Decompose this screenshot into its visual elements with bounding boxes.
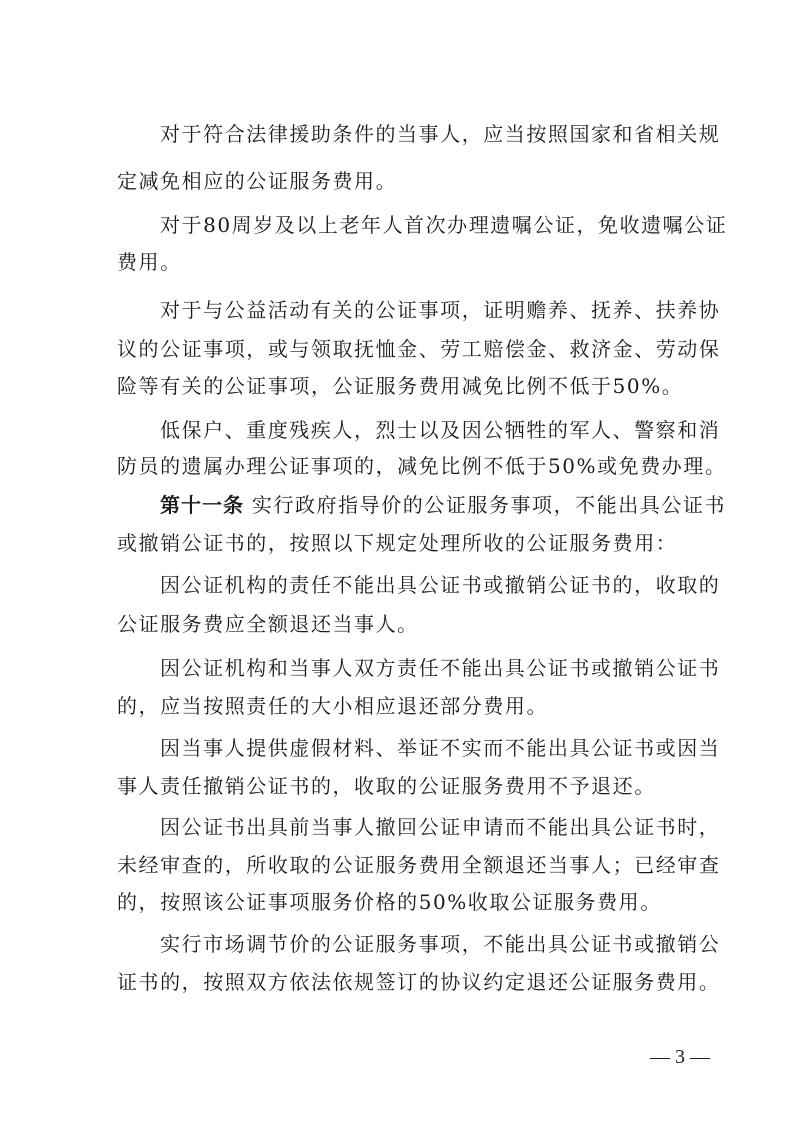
page-number: — 3 — [650, 1046, 710, 1068]
paragraph-6-line-2: 公证服务费应全额退还当事人。 [117, 612, 419, 636]
paragraph-7-line-2: 的，应当按照责任的大小相应退还部分费用。 [117, 694, 548, 718]
paragraph-2-line-1: 对于80周岁及以上老年人首次办理遗嘱公证，免收遗嘱公证 [160, 213, 728, 237]
paragraph-3-line-2: 议的公证事项，或与领取抚恤金、劳工赔偿金、救济金、劳动保 [117, 337, 721, 361]
paragraph-1-line-2: 定减免相应的公证服务费用。 [117, 169, 398, 193]
article-11-text: 实行政府指导价的公证服务事项，不能出具公证书 [244, 493, 727, 517]
paragraph-4-line-1: 低保户、重度残疾人，烈士以及因公牺牲的军人、警察和消 [160, 418, 721, 442]
paragraph-9-line-2: 未经审查的，所收取的公证服务费用全额退还当事人；已经审查 [117, 853, 721, 877]
paragraph-4-line-2: 防员的遗属办理公证事项的，减免比例不低于50%或免费办理。 [117, 454, 727, 478]
article-11-line-1 [160, 490, 727, 520]
article-11-label: 第十一条 [160, 493, 244, 517]
paragraph-10-line-1: 实行市场调节价的公证服务事项，不能出具公证书或撤销公 [160, 932, 721, 956]
paragraph-8-line-1: 因当事人提供虚假材料、举证不实而不能出具公证书或因当 [160, 736, 721, 760]
paragraph-9-line-1: 因公证书出具前当事人撤回公证申请而不能出具公证书时， [160, 815, 721, 839]
article-11-line-2: 或撤销公证书的，按照以下规定处理所收的公证服务费用： [117, 531, 678, 555]
paragraph-6-line-1: 因公证机构的责任不能出具公证书或撤销公证书的，收取的 [160, 573, 721, 597]
paragraph-1-line-1: 对于符合法律援助条件的当事人，应当按照国家和省相关规 [160, 122, 721, 146]
paragraph-2-line-2: 费用。 [117, 250, 182, 274]
paragraph-3-line-3: 险等有关的公证事项，公证服务费用减免比例不低于50%。 [117, 374, 684, 398]
paragraph-10-line-2: 证书的，按照双方依法依规签订的协议约定退还公证服务费用。 [117, 970, 721, 994]
paragraph-9-line-3: 的，按照该公证事项服务价格的50%收取公证服务费用。 [117, 890, 662, 914]
paragraph-3-line-1: 对于与公益活动有关的公证事项，证明赡养、抚养、扶养协 [160, 298, 721, 322]
paragraph-8-line-2: 事人责任撤销公证书的，收取的公证服务费用不予退还。 [117, 774, 656, 798]
paragraph-7-line-1: 因公证机构和当事人双方责任不能出具公证书或撤销公证书 [160, 656, 721, 680]
